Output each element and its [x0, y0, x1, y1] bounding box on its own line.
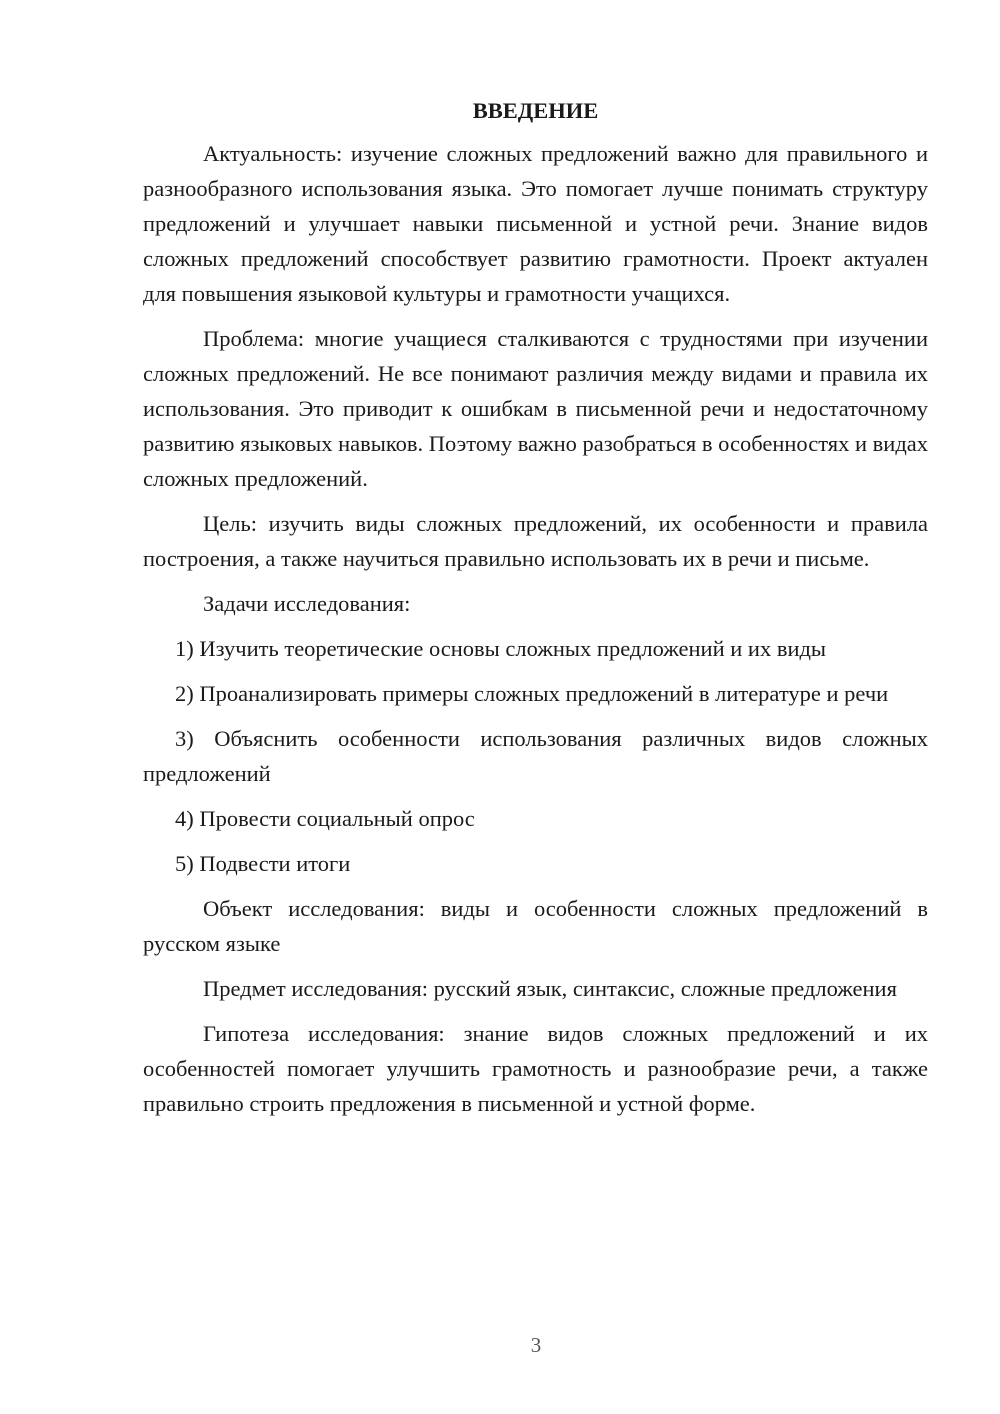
section-title: ВВЕДЕНИЕ — [472, 98, 599, 123]
object-paragraph: Объект исследования: виды и особенности сложных предложений в русском языке — [143, 896, 928, 956]
goal-paragraph: Цель: изучить виды сложных предложений, их особенности и правила построения, а также научиться правильно использовать их в речи и письме. — [143, 511, 928, 571]
problem-paragraph: Проблема: многие учащиеся сталкиваются с трудностями при изучении сложных предложений. Не все понимают различия между видами и правила их использования. Это приводит к ошибкам в письменной речи и недостаточному развитию языковых навыков. Поэтому важно разобраться в особенностях и видах сложных предложений. — [143, 326, 928, 491]
document-page — [143, 96, 928, 1131]
relevance-paragraph: Актуальность: изучение сложных предложений важно для правильного и разнообразного использования языка. Это помогает лучше понимать структуру предложений и улучшает навыки письменной и устной речи. Знание видов сложных предложений способствует развитию грамотности. Проект актуален для повышения языковой культуры и грамотности учащихся. — [143, 141, 928, 306]
task-item-4: 4) Провести социальный опрос — [175, 806, 475, 831]
hypothesis-paragraph: Гипотеза исследования: знание видов сложных предложений и их особенностей помогает улучшить грамотность и разнообразие речи, а также правильно строить предложения в письменной и устной форме. — [143, 1021, 928, 1116]
page-number: 3 — [530, 1333, 542, 1357]
task-item-3: 3) Объяснить особенности использования различных видов сложных предложений — [143, 726, 928, 786]
subject-paragraph: Предмет исследования: русский язык, синтаксис, сложные предложения — [203, 976, 897, 1001]
tasks-heading: Задачи исследования: — [203, 591, 411, 616]
task-item-2: 2) Проанализировать примеры сложных предложений в литературе и речи — [175, 681, 889, 706]
task-item-1: 1) Изучить теоретические основы сложных предложений и их виды — [175, 636, 827, 661]
task-item-5: 5) Подвести итоги — [175, 851, 351, 876]
